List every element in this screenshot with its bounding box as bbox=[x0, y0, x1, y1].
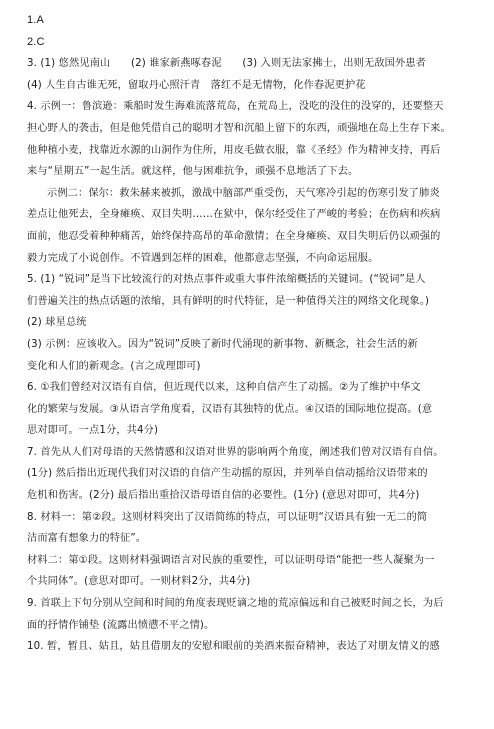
answer-4-example-1-line-1: 4. 示例一：鲁滨逊：乘船时发生海难流落荒岛，在荒岛上，没吃的没住的没穿的，还要整天 bbox=[27, 101, 444, 113]
answer-9-line-1: 9. 首联上下句分别从空间和时间的角度表现贬谪之地的荒凉偏远和自己被贬时间之长，为后 bbox=[27, 598, 444, 610]
answer-8-material-1-line-2: 洁而富有想象力的特征”。 bbox=[27, 533, 147, 545]
answer-8-material-1-line-1: 8. 材料一：第②段。这则材料突出了汉语简练的特点，可以证明“汉语具有独一无二的简 bbox=[27, 511, 428, 523]
answer-4-example-2-line-4: 毅力完成了小说创作。不管遇到怎样的困难，他都意志坚强，不向命运屈服。 bbox=[27, 252, 379, 264]
answer-6-line-1: 6. ①我们曾经对汉语有自信，但近现代以来，这种自信产生了动摇。②为了维护中华文 bbox=[27, 382, 421, 394]
answer-7-line-1: 7. 首先从人们对母语的天然情感和汉语对世界的影响两个角度，阐述我们曾对汉语有自信。 bbox=[27, 446, 444, 458]
answer-4-example-1-line-2: 担心野人的袭击，但是他凭借自己的聪明才智和沉船上留下的东西，顽强地在岛上生存下来。 bbox=[27, 122, 451, 134]
answer-4-example-1-line-3: 他种植小麦，找靠近水源的山洞作为住所，用皮毛做衣服，靠《圣经》作为精神支持，再后 bbox=[27, 144, 441, 156]
answer-7-line-2: (1分) 然后指出近现代我们对汉语的自信产生动摇的原因，并列举自信动摇给汉语带来的 bbox=[27, 468, 428, 480]
answer-4-example-2-line-1: 示例二：保尔：救朱赫来被抓，激战中脑部严重受伤，天气寒冷引起的伤寒引发了肺炎 bbox=[47, 187, 440, 199]
answer-10-line-1: 10. 暂，暂且、姑且，姑且借朋友的安慰和眼前的美酒来振奋精神，表达了对朋友情义的感 bbox=[27, 641, 440, 653]
answer-5-3-line-1: (3) 示例：应该收入。因为“锐词”反映了新时代涌现的新事物、新概念，社会生活的新 bbox=[27, 338, 418, 350]
answer-5-2: (2) 球星总统 bbox=[27, 317, 87, 329]
answer-4-example-2-line-3: 面前，他忍受着种种痛苦，始终保持高昂的革命激情；在全身瘫痪、双目失明后仍以顽强的 bbox=[27, 230, 441, 242]
answer-3-line-2: (4) 人生自古谁无死，留取丹心照汗青 落红不是无情物，化作春泥更护花 bbox=[27, 79, 366, 91]
answer-4-example-1-line-4: 来与“星期五”一起生活。就这样，他与困难抗争，顽强不息地活了下去。 bbox=[27, 166, 359, 178]
answer-6-line-3: 思对即可。一点1分，共4分) bbox=[27, 425, 159, 437]
answer-8-material-2-line-1: 材料二：第①段。这则材料强调语言对民族的重要性，可以证明母语“能把一些人凝聚为一 bbox=[27, 554, 435, 566]
answer-5-1-line-2: 们普遍关注的热点话题的浓缩，具有鲜明的时代特征，是一种值得关注的网络文化现象。) bbox=[27, 295, 430, 307]
answer-8-material-2-line-2: 个共同体”。(意思对即可。一则材料2分，共4分) bbox=[27, 576, 251, 588]
answer-3-line-1: 3. (1) 悠然见南山 (2) 谁家新燕啄春泥 (3) 入则无法家拂士，出则无敌国外患者 bbox=[27, 58, 427, 70]
answer-9-line-2: 面的抒情作铺垫 (流露出愤懑不平之情)。 bbox=[27, 619, 215, 631]
answer-4-example-2-line-2: 差点让他死去，全身瘫痪、双目失明……在狱中，保尔经受住了严峻的考验；在伤病和疾病 bbox=[27, 209, 441, 221]
answer-5-3-line-2: 变化和人们的新观念。(言之成理即可) bbox=[27, 360, 201, 372]
answer-1: 1.A bbox=[27, 14, 44, 26]
answer-2: 2.C bbox=[27, 35, 45, 48]
answer-7-line-3: 危机和伤害。(2分) 最后指出重拾汉语母语自信的必要性。(1分) (意思对即可，共4分) bbox=[27, 490, 420, 502]
answer-5-1-line-1: 5. (1) “锐词”是当下比较流行的对热点事件或重大事件浓缩概括的关键词。(“锐词”是人 bbox=[27, 274, 426, 286]
answer-6-line-2: 化的繁荣与发展。③从语言学角度看，汉语有其独特的优点。④汉语的国际地位提高。(意 bbox=[27, 403, 433, 415]
